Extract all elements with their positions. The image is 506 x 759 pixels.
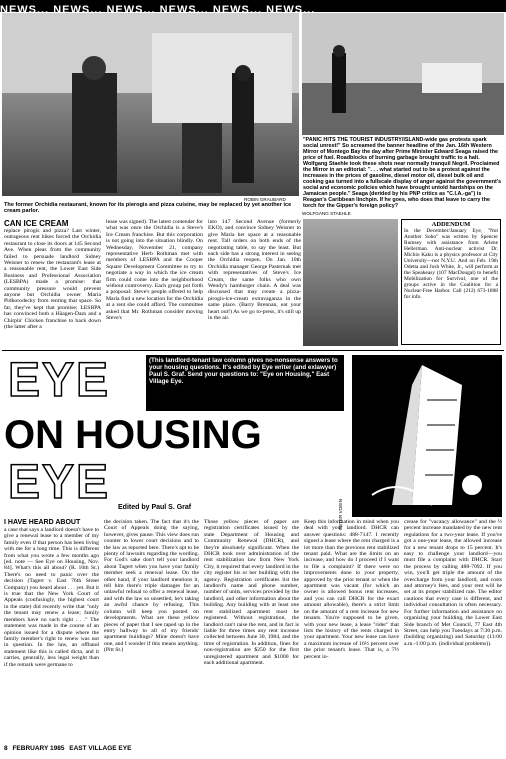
addendum-photo xyxy=(303,219,398,346)
panic-article: "PANIC HITS THE TOURIST INDUSTRY/ISLAND-wide gas protests spark social unrest!" So screamed the banner headline of the Jan. 16th Western Mirror of Montego Bay the day after Prime Minister Edward Seaga raised the price of fuel. Roadblocks of burning garbage brought traffic to a halt. Wolfgang Staehle took these shots near normally tranquil Negril. Proclaimed the Mirror in an editorial: ". . . what started out to be a protest against the increases in the prices of gasoline, diesel motor oil, diesel bulk oil and cooking gas turned into a fullscale display of anger against the government's social and economic policies which have brought untold hardships on the Jamaican people." Seaga (derided by his PNP critics as "C.I.A.-ga") is Reagan's Caribbean linchpin. If he goes, who does that leave to carry the torch for the Gipper's foreign policy? xyxy=(303,137,502,209)
publication-name: EAST VILLAGE EYE xyxy=(69,745,132,752)
housing-title-bot: EYE xyxy=(8,456,111,509)
issue-date: FEBRUARY 1985 xyxy=(12,745,65,752)
housing-col1 xyxy=(4,519,99,741)
housing-col1-head: I HAVE HEARD ABOUT xyxy=(4,519,81,526)
addendum-text: In the December/January Eye, "Not Another Soho" was written by Spencer Rumsey with assistance from Arlene Hellerman. Anti-nuclear activist Dr. Michio Kaku is a physics professor at City University—not N.Y.U. And on Feb. 19th Odetta and Josh White, Jr., will perform at the Speakeasy (107 MacDougal) to benefit Mobilization for Survival, one of the groups active in the Coalition for a Nuclear-Free Harbor. Call (212) 673-1808 for info. xyxy=(404,228,498,300)
housing-intro-box xyxy=(146,355,344,411)
left-photo-caption: The former Orchidia restaurant, known for its pierogis and pizza cuisine, may be replaced by yet another ice cream parlor. xyxy=(4,202,292,215)
page-number: 8 xyxy=(4,745,8,752)
right-photo-credit: WOLFGANG STAEHLE xyxy=(302,211,351,216)
housing-col3: Those yellow pieces of paper are registration certificates issued by the state Department of Housing and Community Renewal (DHCR), and they're absolutely significant. When the DHCR took over administration of the rent stabilization law from New York City, it required that every landlord in the city register his or her building with the agency. Registration certificates list the landlord's name and phone number, number of units, services provided by the landlord, and other information about the building. Any building with at least one rent stabilized apartment must be registered. Without registration, the landlord can't raise the rent, and in fact is liable for three times any rent increase collected between June 30, 1984, and the time of registration. In addition, fines for non-registration are $250 for the first unregistered apartment and $1000 for each additional apartment. xyxy=(204,519,299,666)
housing-byline: Edited by Paul S. Graf xyxy=(118,504,192,511)
news-banner-text: NEWS... NEWS... NEWS... NEWS... NEWS... NEWS... xyxy=(0,4,316,12)
icecream-headline: CAN ICE CREAM xyxy=(4,219,69,228)
orchidia-photo xyxy=(2,13,299,196)
icecream-col1: replace pirogis and pizza? Last winter, outrageous rent hikes forced the Orchidia restaurant to close its doors at 145 Second Ave. When pleas from the community failed to persuade landlord Sidney Weisner to renew the restaurant's lease at a reasonable rent, the Lower East Side Business and Professional Association (LESBPA) made a promise: that community pressure would prevent anyone but Orchidia owner Maria Pidhorodecky from renting that space. So far, they've kept that promise; LESBPA has convinced both a Häagen-Dazs and a Chirpin' Chicken franchise to back down (the latter after a xyxy=(4,228,101,331)
housing-title-mid: ON HOUSING xyxy=(4,413,262,457)
news-banner xyxy=(0,0,506,12)
orchidia-photo-image xyxy=(2,13,299,196)
gas-protest-photo-image xyxy=(302,13,504,135)
footer xyxy=(4,745,502,757)
building-drawing xyxy=(352,355,502,517)
icecream-col3: into 147 Second Avenue (formerly EKO), and convince Sidney Weisner to give Maria her space at a reasonable rent. Tall orders on both ends of the negotiating table, to say the least. But each side has a strong interest in seeing the Orchidia reopen. On Jan. 10th Orchidia manager George Pasternak met with representatives of Steve's Ice Cream, the same folks who own Wendy's hamburger chain. A deal was discussed that may create a pizza-pirogis-ice-cream extravaganza in the same place. (Barry Brennan, eat your heart out!) As we go to-press, it's still up in the air. xyxy=(208,219,301,322)
housing-intro: (This landlord-tenant law column gives no-nonsense answers to your housing questions. It's edited by Eye writer (and exlawyer) Paul S. Graf. Send your questions to: "Eye on Housing," East Village Eye. xyxy=(149,357,338,385)
section-divider xyxy=(2,350,504,351)
housing-col5: crease for "vacancy allowance" and the ½ percent increase mandated by the new rent regulations for a two-year lease. If you've got a one-year lease, the allowed increase for a new tenant drops to 15 percent. It's easy to challenge your landlord—you must file a complaint with DHCR. Start the process by calling 488-7092. If you win, you'll get triple the amount of the overcharge from your landlord, and costs and attorney's fees, and your rent will be set at its proper stabilized rate. The editor cautions that every case is different, and individual consultation is often necessary. For further information and assistance on organizing your building, the Lower East Side branch of Met Council, 77 East 4th Street, can help you Tuesdays at 7:30 p.m. (building organizing) and Saturday (11:00 a.m.-1:00 p.m. (individual problems)). xyxy=(404,519,502,647)
housing-col1-text: a case that says a landlord doesn't have to give a renewal lease to a member of my family even if that person has been living with me for a long time. This is different from what you wrote a few months ago [ed. note — See Eye on Housing, Nov. 84]. What's this all about? (R. 10th St.) There's no need to panic over the decision (Tagert v. East 76th Street Company) you heard about . . . yet. But it is true that the New York Court of Appeals (confusingly, the highest court in the state) did recently write that "only the tenant may renew a lease; family members have no such right . . ." The statement was made in the course of an opinion issued for a dispute where the family member's right to renew was not in question. In the law, an offhand statement like this is called dicta, and it carries, generally, less legal weight than if the remark were germane to xyxy=(4,527,99,668)
addendum-title: ADDENDUM xyxy=(431,221,471,228)
icecream-col2: lease was signed). The latest contender for what was once the Orchidia is a Steve's Ice Cream franchise. But this corporation is not going into the situation blindly. On Wednesday, November 21, company representative Herb Rothman met with members of LESBPA and the Cooper Square Development Committee to try to negotiate a way in which the ice cream firm could come into the neighborhood without controversy. Each group put forth a proposal: Steve's people offered to help Maria find a new location for the Orchidia at a rent she could afford. The committee asked that Mr. Rothman consider moving Steve's xyxy=(106,219,203,322)
art-credit: PETER VOEIN xyxy=(338,499,343,530)
addendum-box xyxy=(401,219,501,345)
housing-title-top: EYE xyxy=(8,354,111,407)
left-photo-credit: ROBIN GRAUBARD xyxy=(244,197,286,202)
gas-protest-photo xyxy=(302,13,504,135)
housing-artwork xyxy=(352,355,502,517)
housing-col4: Keep this information in mind when you deal with your landlord. DHCR can answer questions: 488-7147. I recently signed a lease where the rent charged is a lot more than the previous rent stabilized tenant paid. What are the limits on an increase, and how do I proceed if I want to file a complaint? If there were no improvements done to your property, approved by the prior tenant or when the apartment was vacant (for which an owner is allowed bonus rent increases, and you can call DHCR for the exact amount allowable), there's a strict limit on the amount of a rent increase for new tenants. You're supposed to be given, with your new lease, a lease "rider" that lists the history of the rents charged in your apartment. Your new lease can have a maximum increase of 16½ percent over the prior tenant's lease. That is, a 7½ percent in- xyxy=(304,519,399,660)
housing-col2: the decision taken. The fact that it's the Court of Appeals doing the saying, however, gives pause. This view does run counter to lower court decisions and to the law as reported here. There's apt to be plenty of lawsuits regarding the wording. For God's sake don't tell your landlord about Tagert when you have your family member seek a renewal lease. On the other hand, if your landlord mentions it, tell him there's triple damages for an unlawful refusal to offer a renewal lease, and with the law so unsettled, he's taking an awful chance by refusing. This column will keep you posted on developments. What are these yellow pieces of paper that I see taped up in the entry hallway to all of my friends' apartment buildings? Mine doesn't have one, and I wonder if this means anything. (Pitt St.) xyxy=(104,519,199,654)
